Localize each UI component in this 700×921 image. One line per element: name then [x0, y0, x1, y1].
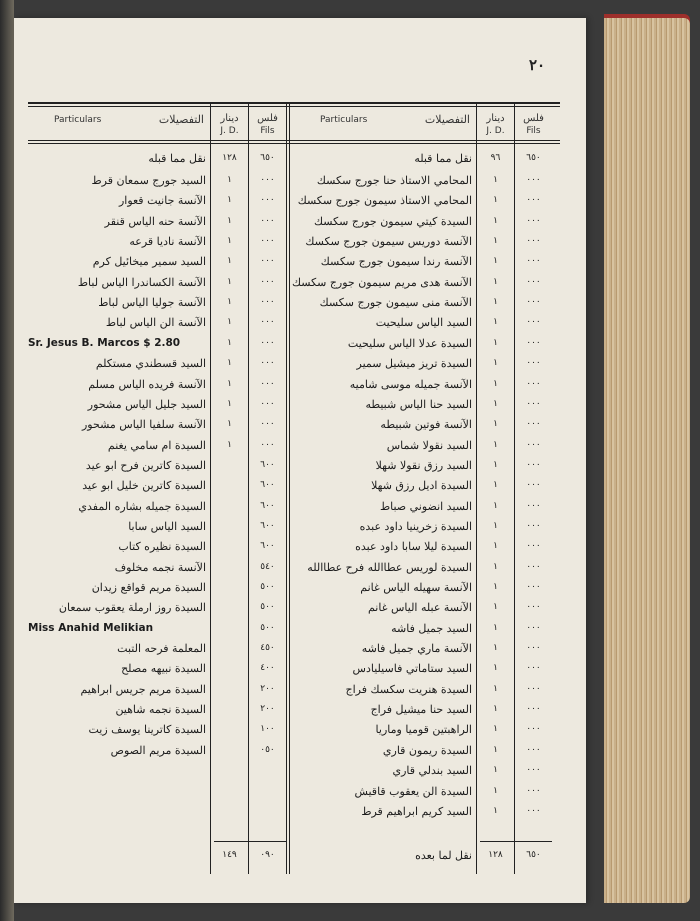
left-carried-forward-label: نقل مما قبله	[148, 152, 206, 165]
right-entry-name: السيدة لوريس عطاالله فرح عطاالله	[307, 560, 472, 574]
left-entry-dinar	[211, 476, 248, 495]
left-entry-dinar: ١	[227, 337, 232, 348]
right-header-dinar-en: J. D.	[486, 126, 505, 136]
left-entry-fils: ٦٠٠	[260, 480, 275, 491]
right-entry-dinar: ١	[493, 276, 498, 287]
right-entry-fils: ٠٠٠	[526, 520, 541, 531]
right-entry-name: السيد حنا ميشيل فراج	[370, 703, 472, 717]
right-entry-fils: ٠٠٠	[526, 256, 541, 267]
right-header-particulars	[320, 114, 470, 126]
left-total-rule	[214, 841, 286, 842]
left-entry-fils: ٦٠٠	[260, 541, 275, 552]
left-header-fils-en: Fils	[260, 126, 275, 136]
left-header-particulars	[54, 114, 204, 126]
right-header-dinar-ar: دينار	[486, 113, 505, 124]
right-header-dinar	[477, 113, 514, 137]
left-header-fils	[249, 113, 286, 137]
right-header-fils-ar: فلس	[523, 113, 544, 124]
left-entry-fils: ٠٠٠	[260, 419, 275, 430]
left-entry-name: السيدة كاترين فرح ابو عيد	[85, 458, 206, 472]
right-entry-dinar: ١	[493, 215, 498, 226]
left-entry-dinar: ١	[227, 358, 232, 369]
left-entry-name: السيد جليل الياس مشحور	[87, 397, 206, 411]
right-entry-fils: ٠٠٠	[526, 582, 541, 592]
right-entry-dinar: ١	[493, 297, 498, 308]
right-header-fils-en: Fils	[526, 126, 541, 136]
right-entry-dinar: ١	[493, 480, 498, 491]
left-header-particulars-en: Particulars	[54, 115, 102, 125]
right-entry-fils: ٠٠٠	[526, 744, 541, 755]
left-header-dinar	[211, 113, 248, 137]
right-entry-name: السيد بندلي قاري	[392, 764, 472, 778]
right-entry-name: السيدة كيتي سيمون جورج سكسك	[313, 214, 472, 228]
header-top-rule	[28, 102, 560, 104]
right-entry-dinar: ١	[493, 541, 498, 552]
left-entry-dinar: ١	[227, 195, 232, 206]
right-entry-name: الآنسة رندا سيمون جورج سكسك	[320, 255, 472, 269]
left-entry-dinar	[211, 619, 248, 638]
right-entry-name: الراهبتين قوميا وماريا	[375, 723, 472, 737]
right-entry-fils: ٠٠٠	[526, 378, 541, 389]
left-entry-name: السيدة كاترينا يوسف زيت	[88, 723, 206, 737]
left-entry-dinar	[211, 659, 248, 678]
center-divider-rule	[286, 104, 287, 874]
right-entry-dinar: ١	[493, 622, 498, 633]
right-entry-dinar: ١	[493, 643, 498, 654]
right-entry-name: السيدة الن يعقوب قاقيش	[354, 784, 472, 798]
left-entry-dinar: ١	[227, 398, 232, 409]
left-entry-fils: ٠٠٠	[260, 317, 275, 328]
left-entry-fils: ١٠٠	[260, 724, 275, 735]
left-entry-fils: ٢٠٠	[260, 704, 275, 715]
left-entry-fils: ٥٤٠	[260, 561, 275, 572]
right-entry-fils: ٠٠٠	[526, 805, 541, 816]
left-entry-fils: ٥٠٠	[260, 622, 275, 633]
left-entry-name: السيدة جميله بشاره المفدي	[78, 499, 206, 513]
right-entry-fils: ٠٠٠	[526, 195, 541, 206]
left-entry-name: السيدة روز ارملة يعقوب سمعان	[58, 601, 206, 615]
left-entry-name: السيد قسطندي مستكلم	[95, 357, 206, 371]
left-entry-name: السيد جورج سمعان قرط	[91, 174, 206, 187]
left-entry-name: السيد سمير ميخائيل كرم	[92, 255, 206, 269]
left-entry-dinar	[211, 578, 248, 597]
right-entry-dinar: ١	[493, 704, 498, 715]
left-entry-dinar: ١	[227, 419, 232, 430]
right-entry-name: السيدة عدلا الياس سليحيت	[347, 336, 472, 350]
left-entry-fils: ٠٠٠	[260, 439, 275, 450]
right-entry-dinar: ١	[493, 582, 498, 592]
right-entry-fils: ٠٠٠	[526, 785, 541, 796]
left-entry-dinar	[211, 639, 248, 658]
right-entry-name: السيدة ريمون قاري	[382, 743, 472, 757]
left-entry-fils: ٦٠٠	[260, 459, 275, 470]
left-entry-name: السيدة مريم الصوص	[110, 743, 206, 757]
right-entry-name: الآنسة سهيله الياس غانم	[360, 581, 472, 594]
right-entry-dinar: ١	[493, 724, 498, 735]
right-entry-dinar: ١	[493, 683, 498, 694]
header-top-rule-2	[28, 106, 560, 107]
left-entry-name: السيدة مريم قواقع زيدان	[91, 581, 206, 594]
right-total-rule	[480, 841, 552, 842]
left-entry-fils: ٠٠٠	[260, 175, 275, 185]
left-entry-dinar	[211, 517, 248, 536]
left-entry-dinar: ١	[227, 236, 232, 247]
right-carried-forward-fils: ٦٥٠	[526, 153, 541, 163]
right-entry-dinar: ١	[493, 175, 498, 185]
right-entry-dinar: ١	[493, 765, 498, 776]
right-entry-name: الآنسة دوريس سيمون جورج سكسك	[305, 235, 472, 249]
right-entry-fils: ٠٠٠	[526, 541, 541, 552]
right-entry-fils: ٠٠٠	[526, 602, 541, 613]
right-entry-dinar: ١	[493, 663, 498, 674]
left-entry-dinar: ١	[227, 175, 232, 185]
right-entry-fils: ٠٠٠	[526, 663, 541, 674]
right-entry-name: السيدة زخرينيا داود عبده	[359, 519, 472, 533]
right-entry-name: الآنسة فوتين شبيطه	[380, 418, 472, 432]
right-entry-fils: ٠٠٠	[526, 215, 541, 226]
left-entry-dinar: ١	[227, 256, 232, 267]
right-entry-dinar: ١	[493, 805, 498, 816]
left-entry-fils: ٠٠٠	[260, 297, 275, 308]
right-entry-fils: ٠٠٠	[526, 561, 541, 572]
right-entry-dinar: ١	[493, 337, 498, 348]
right-entry-fils: ٠٠٠	[526, 500, 541, 511]
left-header-dinar-ar: دينار	[220, 113, 239, 124]
right-entry-dinar: ١	[493, 500, 498, 511]
right-entry-fils: ٠٠٠	[526, 724, 541, 735]
right-entry-name: السيدة اديل رزق شهلا	[371, 479, 472, 493]
left-entry-name: الآنسة فريده الياس مسلم	[88, 377, 206, 391]
right-entry-fils: ٠٠٠	[526, 683, 541, 694]
center-divider-rule-2	[289, 104, 290, 874]
left-entry-name: السيدة نظيره كتاب	[118, 540, 206, 554]
left-entry-dinar: ١	[227, 378, 232, 389]
left-entry-name: السيدة مريم جريس ابراهيم	[80, 682, 206, 696]
right-header-particulars-ar: التفصيلات	[424, 113, 470, 126]
left-entry-name: الآنسة حنه الياس قنقر	[104, 214, 206, 228]
right-entry-dinar: ١	[493, 317, 498, 328]
left-entry-fils: ٠٠٠	[260, 337, 275, 348]
right-entry-dinar: ١	[493, 256, 498, 267]
left-carried-forward-fils: ٦٥٠	[260, 153, 275, 163]
right-entry-dinar: ١	[493, 398, 498, 409]
left-entry-fils: ٠٠٠	[260, 256, 275, 267]
right-header-fils	[515, 113, 552, 137]
left-entry-name: Miss Anahid Melikian	[28, 621, 154, 634]
right-entry-name: الآنسة منى سيمون جورج سكسك	[319, 296, 472, 310]
left-entry-dinar: ١	[227, 317, 232, 328]
left-entry-dinar	[211, 537, 248, 556]
right-entry-fils: ٠٠٠	[526, 480, 541, 491]
right-entry-name: السيد جميل فاشه	[391, 621, 472, 635]
right-entry-fils: ٠٠٠	[526, 236, 541, 247]
left-entry-dinar	[211, 680, 248, 699]
right-entry-dinar: ١	[493, 744, 498, 755]
right-carried-next-label: نقل لما بعده	[415, 849, 472, 862]
left-entry-dinar	[211, 456, 248, 475]
left-entry-name: السيدة نبيهه مصلح	[121, 662, 206, 676]
right-entry-name: السيد نقولا شماس	[386, 438, 472, 452]
right-entry-name: السيد رزق نقولا شهلا	[375, 458, 472, 472]
right-entry-dinar: ١	[493, 358, 498, 369]
left-entry-name: السيدة نجمه شاهين	[115, 703, 206, 717]
left-entry-fils: ٠٥٠	[260, 744, 275, 755]
left-entry-dinar	[211, 741, 248, 760]
left-entry-name: الآنسة الكساندرا الياس لباط	[77, 275, 206, 289]
right-entry-name: المحامي الاستاذ سيمون جورج سكسك	[297, 194, 472, 208]
right-carried-next-fils: ٦٥٠	[526, 850, 541, 860]
right-entry-name: السيد ستاماتي فاسيليادس	[352, 662, 472, 676]
right-carried-forward-label: نقل مما قبله	[414, 152, 472, 165]
left-entry-dinar: ١	[227, 297, 232, 308]
page-stack-edge	[604, 18, 690, 903]
right-entry-dinar: ١	[493, 561, 498, 572]
left-entry-name: الآنسة نجمه مخلوف	[114, 560, 206, 574]
right-entry-fils: ٠٠٠	[526, 643, 541, 654]
right-entry-name: الآنسة عبله الياس غانم	[367, 601, 472, 615]
right-entry-dinar: ١	[493, 439, 498, 450]
right-entry-dinar: ١	[493, 459, 498, 470]
left-entry-name: الآنسة الن الياس لباط	[105, 316, 206, 330]
header-bottom-rule	[28, 140, 560, 141]
right-entry-fils: ٠٠٠	[526, 765, 541, 776]
left-entry-name: الآنسة سلفيا الياس مشحور	[82, 418, 206, 432]
left-header-dinar-en: J. D.	[220, 126, 239, 136]
right-entry-dinar: ١	[493, 602, 498, 613]
right-entry-dinar: ١	[493, 378, 498, 389]
right-entry-fils: ٠٠٠	[526, 398, 541, 409]
right-entry-fils: ٠٠٠	[526, 276, 541, 287]
right-entry-fils: ٠٠٠	[526, 622, 541, 633]
right-entry-fils: ٠٠٠	[526, 419, 541, 430]
left-entry-fils: ٠٠٠	[260, 276, 275, 287]
left-entry-fils: ٥٠٠	[260, 582, 275, 592]
left-entry-fils: ٥٠٠	[260, 602, 275, 613]
left-entry-dinar	[211, 720, 248, 739]
left-entry-dinar: ١	[227, 215, 232, 226]
left-entry-name: الآنسة جوليا الياس لباط	[98, 296, 206, 310]
right-entry-fils: ٠٠٠	[526, 317, 541, 328]
right-entry-name: السيد حنا الياس شبيطه	[365, 397, 472, 411]
left-entry-fils: ٠٠٠	[260, 378, 275, 389]
left-entry-name: Sr. Jesus B. Marcos $ 2.80	[28, 336, 181, 349]
left-total-fils: ٠٩٠	[260, 850, 275, 860]
right-carried-forward-dinar: ٩٦	[490, 153, 501, 163]
left-entry-dinar	[211, 598, 248, 617]
ledger-page	[14, 18, 586, 903]
left-entry-fils: ٠٠٠	[260, 236, 275, 247]
right-entry-fils: ٠٠٠	[526, 175, 541, 185]
left-entry-name: المعلمة فرحه التبت	[117, 642, 206, 656]
left-entry-dinar: ١	[227, 439, 232, 450]
left-total-dinar: ١٤٩	[222, 850, 237, 860]
left-entry-fils: ٦٠٠	[260, 520, 275, 531]
right-entry-name: المحامي الاستاذ حنا جورج سكسك	[316, 174, 472, 187]
header-bottom-rule-2	[28, 143, 560, 144]
left-entry-name: الآنسة ناديا قرعه	[129, 235, 206, 249]
right-entry-name: السيدة تريز ميشيل سمير	[356, 357, 472, 371]
left-header-fils-ar: فلس	[257, 113, 278, 124]
right-entry-fils: ٠٠٠	[526, 459, 541, 470]
left-entry-dinar	[211, 497, 248, 516]
left-entry-dinar	[211, 700, 248, 719]
left-entry-fils: ٢٠٠	[260, 683, 275, 694]
left-header-particulars-ar: التفصيلات	[158, 113, 204, 126]
left-entry-fils: ٠٠٠	[260, 398, 275, 409]
right-carried-next-dinar: ١٢٨	[488, 850, 503, 860]
right-entry-dinar: ١	[493, 236, 498, 247]
right-header-particulars-en: Particulars	[320, 115, 368, 125]
left-entry-dinar: ١	[227, 276, 232, 287]
right-entry-fils: ٠٠٠	[526, 439, 541, 450]
right-entry-name: الآنسة جميله موسى شاميه	[349, 377, 472, 391]
left-entry-fils: ٤٠٠	[260, 663, 275, 674]
right-entry-fils: ٠٠٠	[526, 704, 541, 715]
book-spine	[0, 0, 14, 921]
right-entry-name: السيد كريم ابراهيم قرط	[361, 804, 472, 818]
left-entry-name: الآنسة جانيت قعوار	[118, 194, 206, 208]
left-entry-fils: ٤٥٠	[260, 643, 275, 654]
right-entry-name: السيد انضوني صباط	[379, 499, 472, 513]
right-entry-name: الآنسة ماري جميل فاشه	[361, 642, 472, 656]
right-entry-dinar: ١	[493, 520, 498, 531]
left-entry-fils: ٠٠٠	[260, 358, 275, 369]
left-entry-name: السيد الياس سابا	[128, 519, 206, 533]
left-carried-forward-dinar: ١٢٨	[222, 153, 237, 163]
left-entry-dinar	[211, 558, 248, 577]
right-entry-fils: ٠٠٠	[526, 358, 541, 369]
left-entry-name: السيدة ام سامي يغنم	[107, 438, 206, 452]
right-entry-dinar: ١	[493, 195, 498, 206]
right-entry-fils: ٠٠٠	[526, 337, 541, 348]
left-entry-name: السيدة كاترين خليل ابو عيد	[82, 479, 206, 493]
left-entry-fils: ٠٠٠	[260, 215, 275, 226]
right-entry-dinar: ١	[493, 785, 498, 796]
right-entry-name: السيد الياس سليحيت	[375, 316, 472, 330]
right-entry-name: السيدة ليلا سابا داود عبده	[355, 540, 472, 554]
right-entry-dinar: ١	[493, 419, 498, 430]
left-entry-fils: ٠٠٠	[260, 195, 275, 206]
right-entry-fils: ٠٠٠	[526, 297, 541, 308]
left-entry-fils: ٦٠٠	[260, 500, 275, 511]
right-entry-name: الآنسة هدى مريم سيمون جورج سكسك	[291, 275, 472, 289]
page-number: ٢٠	[529, 56, 546, 74]
right-entry-name: السيدة هنريت سكسك فراج	[345, 682, 472, 696]
